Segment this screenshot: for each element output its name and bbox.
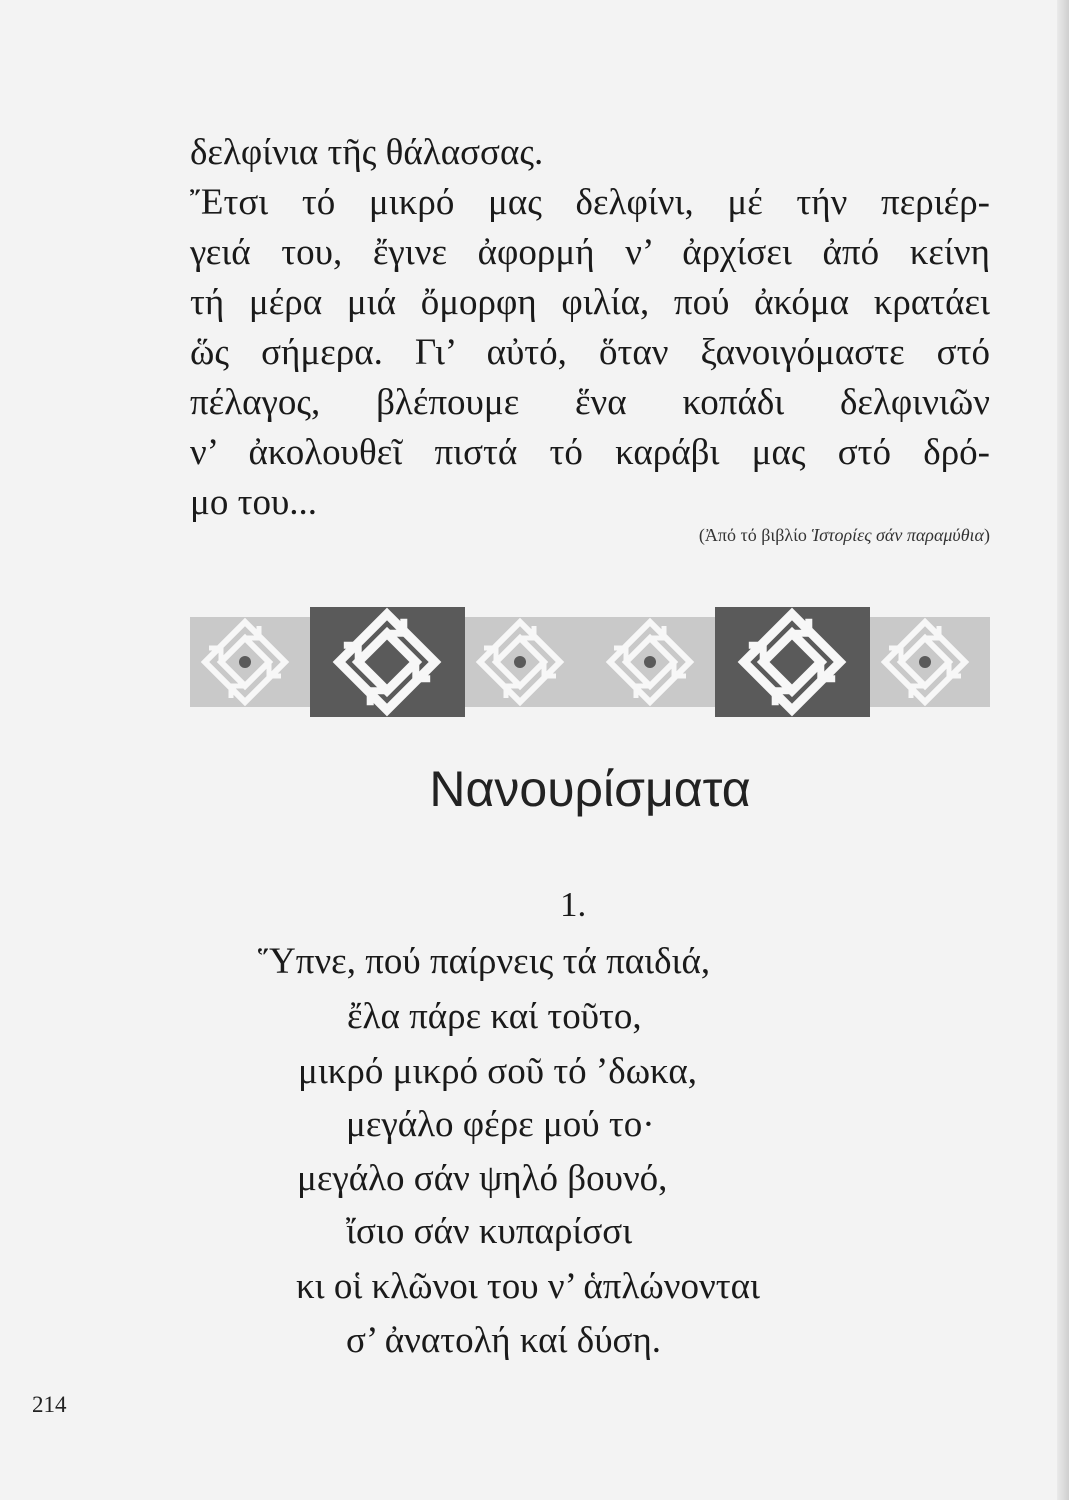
section-title: Νανουρίσματα — [429, 761, 751, 817]
prose-paragraph — [190, 128, 990, 528]
ornament-dot — [239, 656, 251, 668]
source-prefix: (Ἀπό τό βιβλίο — [698, 525, 812, 545]
prose-line: γειά του, ἔγινε ἀφορμή ν’ ἀρχίσει ἀπό κείνη — [190, 232, 990, 273]
poem-verse: μεγάλο σάν ψηλό βουνό, — [297, 1158, 668, 1199]
page-number: 214 — [32, 1392, 67, 1417]
prose-line: ὥς σήμερα. Γι’ αὐτό, ὅταν ξανοιγόμαστε στό — [190, 332, 990, 373]
ornament-dot — [644, 656, 656, 668]
prose-line: πέλαγος, βλέπουμε ἕνα κοπάδι δελφινιῶν — [190, 382, 990, 423]
prose-line: δελφίνια τῆς θάλασσας. — [190, 132, 544, 173]
poem-verse: κι οἱ κλῶνοι του ν’ ἁπλώνονται — [296, 1266, 760, 1307]
prose-line: τή μέρα μιά ὄμορφη φιλία, πού ἀκόμα κρατάει — [190, 282, 990, 323]
poem-verse: μικρό μικρό σοῦ τό ’δωκα, — [298, 1051, 697, 1092]
poem-verse: Ὕπνε, πού παίρνεις τά παιδιά, — [258, 941, 711, 982]
poem-verse: ἴσιο σάν κυπαρίσσι — [346, 1211, 633, 1252]
source-book-title: Ἱστορίες σάν παραμύθια — [811, 525, 984, 545]
poem-verse: σ’ ἀνατολή καί δύση. — [346, 1320, 662, 1361]
source-citation — [560, 525, 990, 546]
poem-verse: μεγάλο φέρε μού το· — [346, 1104, 655, 1145]
poem-number: 1. — [560, 885, 587, 924]
prose-line: Ἔτσι τό μικρό μας δελφίνι, μέ τήν περιέρ- — [190, 182, 990, 223]
prose-line: μο του... — [190, 482, 318, 523]
poem-verse: ἔλα πάρε καί τοῦτο, — [347, 996, 642, 1037]
page-edge-shadow — [1057, 0, 1069, 1500]
ornament-dot — [919, 656, 931, 668]
ornament-dot — [514, 656, 526, 668]
source-suffix: ) — [984, 525, 990, 545]
decorative-ornament-band — [190, 607, 990, 717]
prose-line: ν’ ἀκολουθεῖ πιστά τό καράβι μας στό δρό- — [190, 432, 990, 473]
